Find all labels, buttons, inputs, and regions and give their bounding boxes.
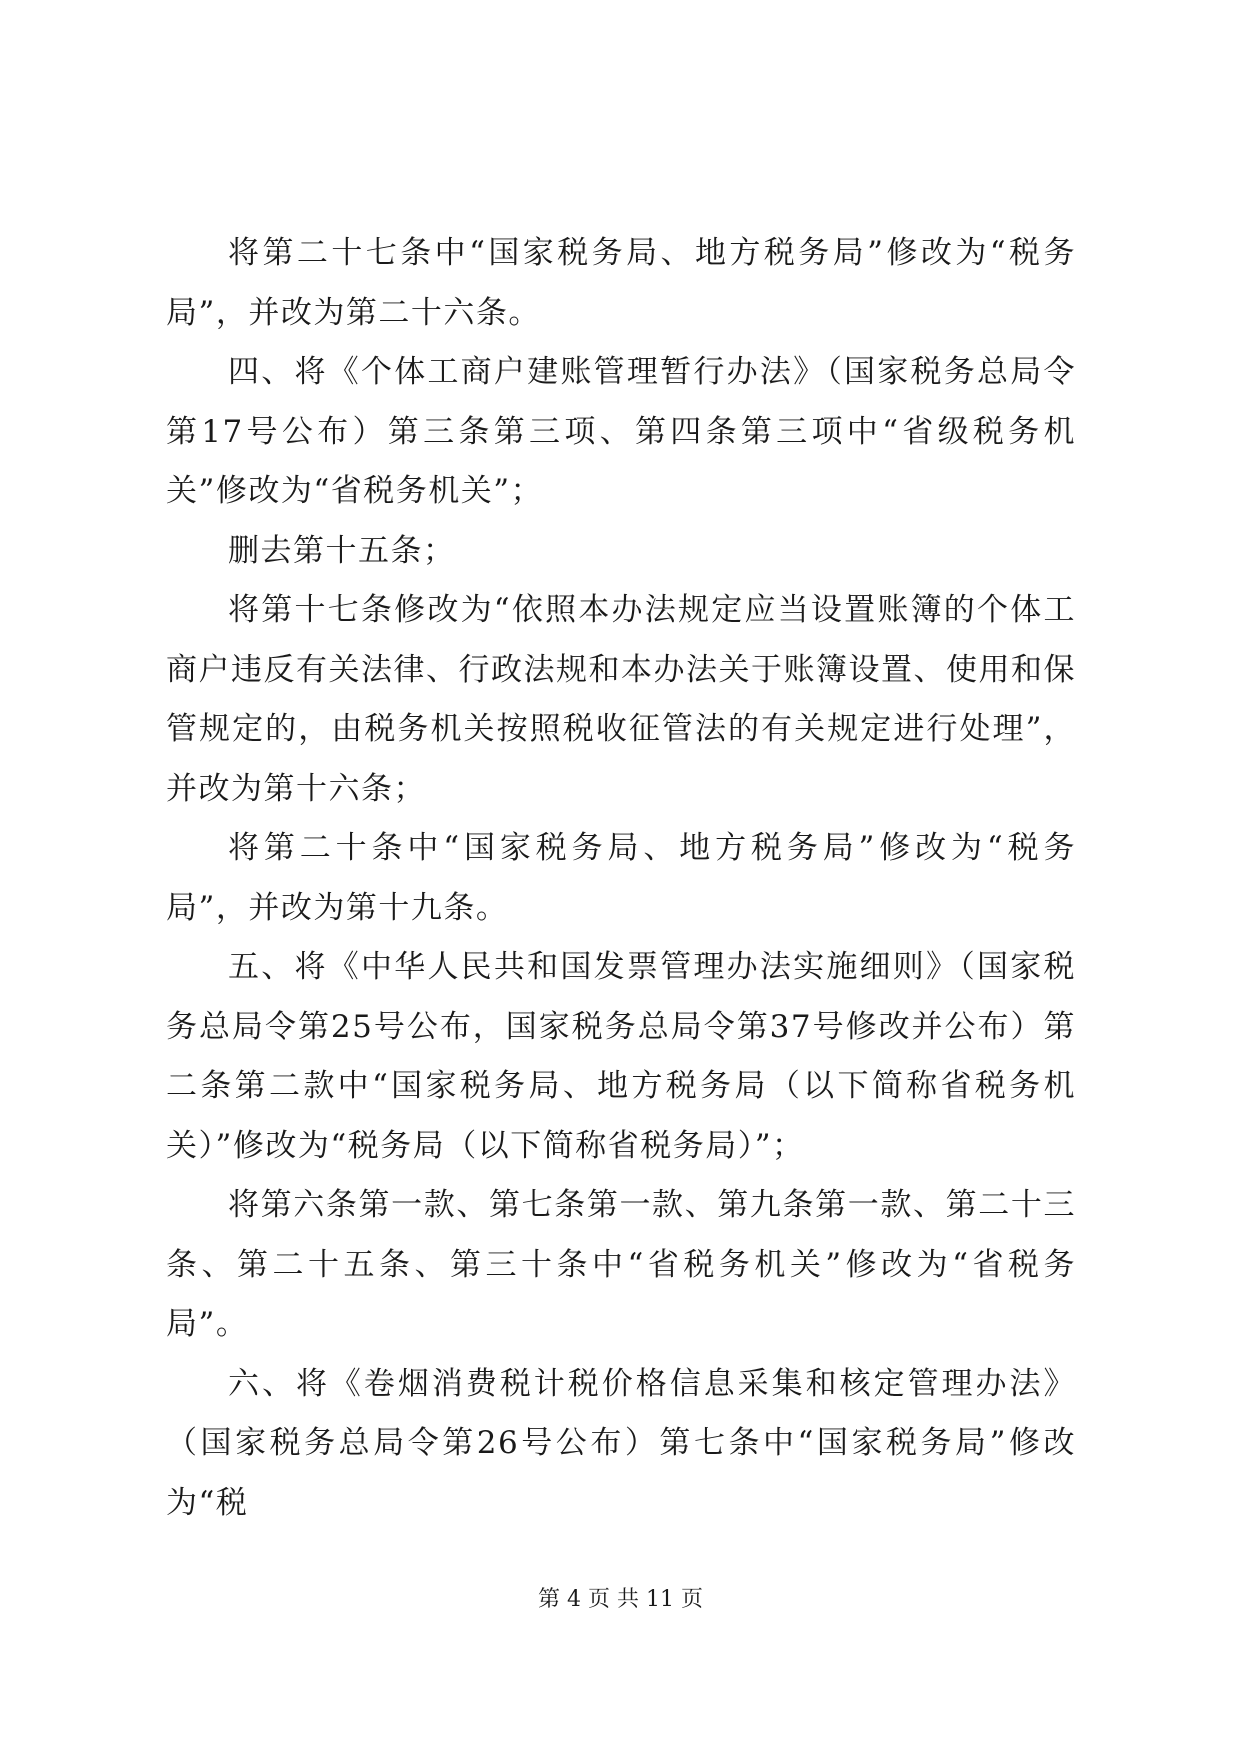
paragraph: 将第十七条修改为“依照本办法规定应当设置账簿的个体工商户违反有关法律、行政法规和本办法关于账簿设置、使用和保管规定的，由税务机关按照税收征管法的有关规定进行处理”，并改为第十六条； [166,592,1076,807]
paragraph: 将第二十七条中“国家税务局、地方税务局”修改为“税务局”，并改为第二十六条。 [166,235,1076,331]
paragraph: 四、将《个体工商户建账管理暂行办法》（国家税务总局令第17号公布）第三条第三项、第四条第三项中“省级税务机关”修改为“省税务机关”； [166,354,1076,509]
document-body [166,224,1076,1533]
paragraph: 将第六条第一款、第七条第一款、第九条第一款、第二十三条、第二十五条、第三十条中“省税务机关”修改为“省税务局”。 [166,1187,1076,1342]
paragraph: 将第二十条中“国家税务局、地方税务局”修改为“税务局”，并改为第十九条。 [166,830,1076,926]
page-number-footer: 第 4 页 共 11 页 [538,1587,703,1612]
paragraph: 删去第十五条； [228,532,456,569]
paragraph: 六、将《卷烟消费税计税价格信息采集和核定管理办法》（国家税务总局令第26号公布）第七条中“国家税务局”修改为“税 [166,1365,1076,1521]
paragraph: 五、将《中华人民共和国发票管理办法实施细则》（国家税务总局令第25号公布，国家税务总局令第37号修改并公布）第二条第二款中“国家税务局、地方税务局（以下简称省税务机关）”修改为“税务局（以下简称省税务局）”； [166,949,1076,1164]
